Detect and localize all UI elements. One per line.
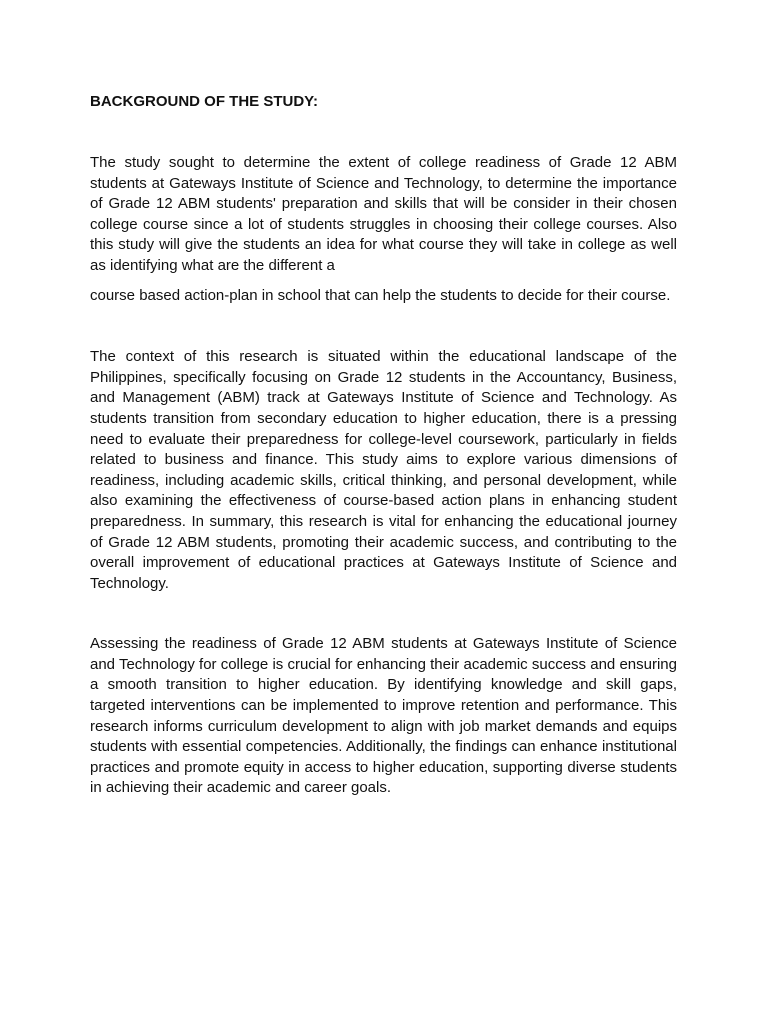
paragraph-1: The study sought to determine the extent of college readiness of Grade 12 ABM students at Gateways Institute of Science and Technology, to determine the importance of Grade 12 ABM students' preparation and skills that will be consider in their chosen college course since a lot of students struggles in choosing their college courses. Also this study will give the students an idea for what course they will take in college as well as identifying what are the different a bbox=[90, 154, 677, 274]
document-body bbox=[90, 92, 677, 799]
section-heading: BACKGROUND OF THE STUDY: bbox=[90, 93, 319, 110]
paragraph-1-continuation: course based action-plan in school that can help the students to decide for their course. bbox=[90, 286, 671, 304]
paragraph-3: Assessing the readiness of Grade 12 ABM students at Gateways Institute of Science and Technology for college is crucial for enhancing their academic success and ensuring a smooth transition to higher education. By identifying knowledge and skill gaps, targeted interventions can be implemented to improve retention and performance. This research informs curriculum development to align with job market demands and equips students with essential competencies. Additionally, the findings can enhance institutional practices and promote equity in access to higher education, supporting diverse students in achieving their academic and career goals. bbox=[90, 635, 677, 797]
paragraph-2: The context of this research is situated within the educational landscape of the Philippines, specifically focusing on Grade 12 students in the Accountancy, Business, and Management (ABM) track at Gateways Institute of Science and Technology. As students transition from secondary education to higher education, there is a pressing need to evaluate their preparedness for college-level coursework, particularly in fields related to business and finance. This study aims to explore various dimensions of readiness, including academic skills, critical thinking, and personal development, while also examining the effectiveness of course-based action plans in enhancing student preparedness. In summary, this research is vital for enhancing the educational journey of Grade 12 ABM students, promoting their academic success, and contributing to the overall improvement of educational practices at Gateways Institute of Science and Technology. bbox=[90, 348, 677, 592]
